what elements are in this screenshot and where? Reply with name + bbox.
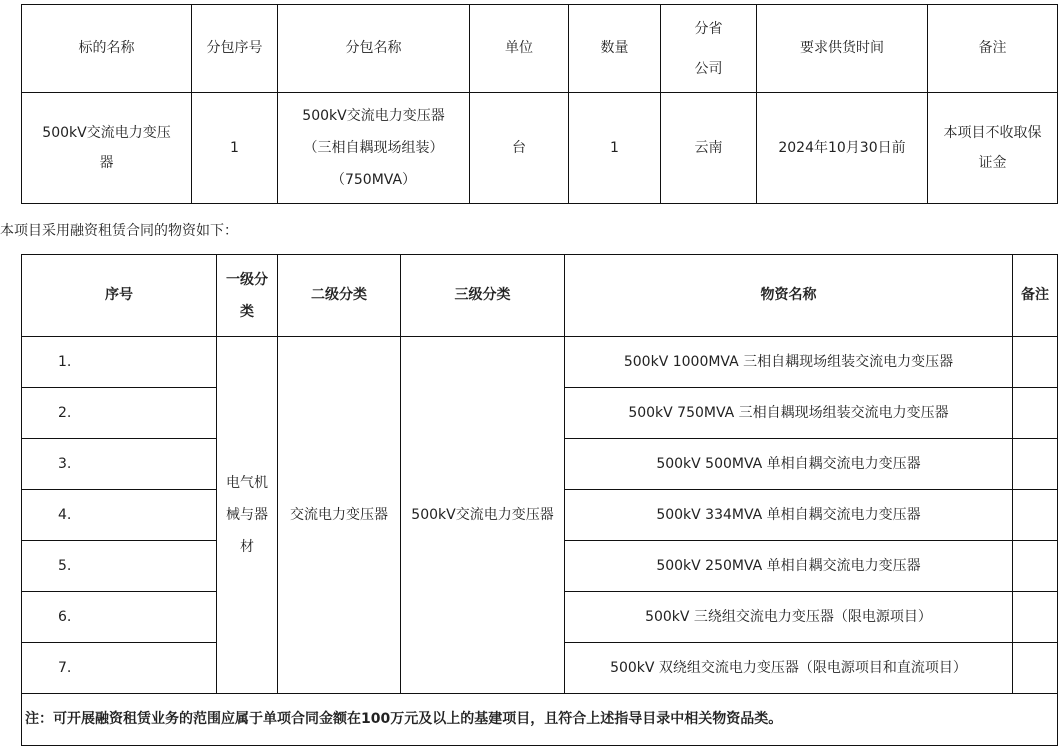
cell-remark-line1: 本项目不收取保 — [943, 125, 1042, 141]
header-level1 — [217, 255, 278, 337]
header-tender-name: 标的名称 — [22, 5, 192, 93]
cell-delivery-time: 2024年10月30日前 — [757, 93, 928, 204]
table-note-row — [22, 694, 1058, 746]
cell-level2: 交流电力变压器 — [278, 337, 401, 694]
cell-seq: 3. — [22, 439, 217, 490]
header-seq: 序号 — [22, 255, 217, 337]
cell-remark — [1013, 541, 1058, 592]
cell-material-name: 500kV 500MVA 单相自耦交流电力变压器 — [565, 439, 1013, 490]
header-branch-line1: 分省 — [694, 20, 723, 37]
cell-level1-line2: 械与器 — [226, 507, 268, 523]
cell-seq: 7. — [22, 643, 217, 694]
cell-package-name-line2: （三相自耦现场组装） — [303, 140, 444, 156]
cell-tender-name-line2: 器 — [99, 155, 114, 171]
header-material-name: 物资名称 — [565, 255, 1013, 337]
header-branch-line2: 公司 — [694, 60, 723, 77]
cell-tender-name-line1: 500kV交流电力变压 — [42, 125, 171, 141]
cell-material-name: 500kV 750MVA 三相自耦现场组装交流电力变压器 — [565, 388, 1013, 439]
header-package-name: 分包名称 — [278, 5, 470, 93]
financing-lease-materials-table — [21, 254, 1058, 746]
cell-quantity: 1 — [569, 93, 661, 204]
header-delivery-time: 要求供货时间 — [757, 5, 928, 93]
cell-remark — [1013, 643, 1058, 694]
header-level3: 三级分类 — [401, 255, 565, 337]
cell-level1 — [217, 337, 278, 694]
cell-remark — [1013, 439, 1058, 490]
header-package-no: 分包序号 — [192, 5, 278, 93]
table-row — [22, 93, 1058, 204]
intro-text: 本项目采用融资租赁合同的物资如下： — [0, 223, 238, 239]
header-quantity: 数量 — [569, 5, 661, 93]
cell-package-no: 1 — [192, 93, 278, 204]
cell-level3: 500kV交流电力变压器 — [401, 337, 565, 694]
cell-package-name-line1: 500kV交流电力变压器 — [302, 108, 445, 124]
cell-remark — [1013, 337, 1058, 388]
header-remark: 备注 — [928, 5, 1058, 93]
cell-package-name — [278, 93, 470, 204]
table-header-row — [22, 255, 1058, 337]
header-unit: 单位 — [470, 5, 569, 93]
cell-material-name: 500kV 250MVA 单相自耦交流电力变压器 — [565, 541, 1013, 592]
cell-remark — [1013, 592, 1058, 643]
cell-branch: 云南 — [661, 93, 757, 204]
cell-remark — [928, 93, 1058, 204]
cell-remark — [1013, 388, 1058, 439]
cell-level1-line1: 电气机 — [226, 475, 268, 491]
cell-remark-line2: 证金 — [978, 155, 1007, 171]
header-level2: 二级分类 — [278, 255, 401, 337]
cell-remark — [1013, 490, 1058, 541]
header-remark: 备注 — [1013, 255, 1058, 337]
header-level1-line2: 类 — [240, 303, 254, 320]
cell-material-name: 500kV 334MVA 单相自耦交流电力变压器 — [565, 490, 1013, 541]
cell-tender-name — [22, 93, 192, 204]
header-branch — [661, 5, 757, 93]
cell-seq: 2. — [22, 388, 217, 439]
cell-seq: 5. — [22, 541, 217, 592]
cell-material-name: 500kV 三绕组交流电力变压器（限电源项目） — [565, 592, 1013, 643]
tender-package-table — [21, 4, 1058, 204]
header-level1-line1: 一级分 — [226, 271, 268, 288]
cell-material-name: 500kV 双绕组交流电力变压器（限电源项目和直流项目） — [565, 643, 1013, 694]
table-note: 注：可开展融资租赁业务的范围应属于单项合同金额在100万元及以上的基建项目，且符合上述指导目录中相关物资品类。 — [22, 694, 1058, 746]
cell-package-name-line3: （750MVA） — [330, 172, 417, 188]
cell-seq: 1. — [22, 337, 217, 388]
cell-seq: 6. — [22, 592, 217, 643]
cell-unit: 台 — [470, 93, 569, 204]
cell-seq: 4. — [22, 490, 217, 541]
cell-level1-line3: 材 — [240, 539, 254, 555]
cell-material-name: 500kV 1000MVA 三相自耦现场组装交流电力变压器 — [565, 337, 1013, 388]
table-header-row — [22, 5, 1058, 93]
table-row — [22, 337, 1058, 388]
